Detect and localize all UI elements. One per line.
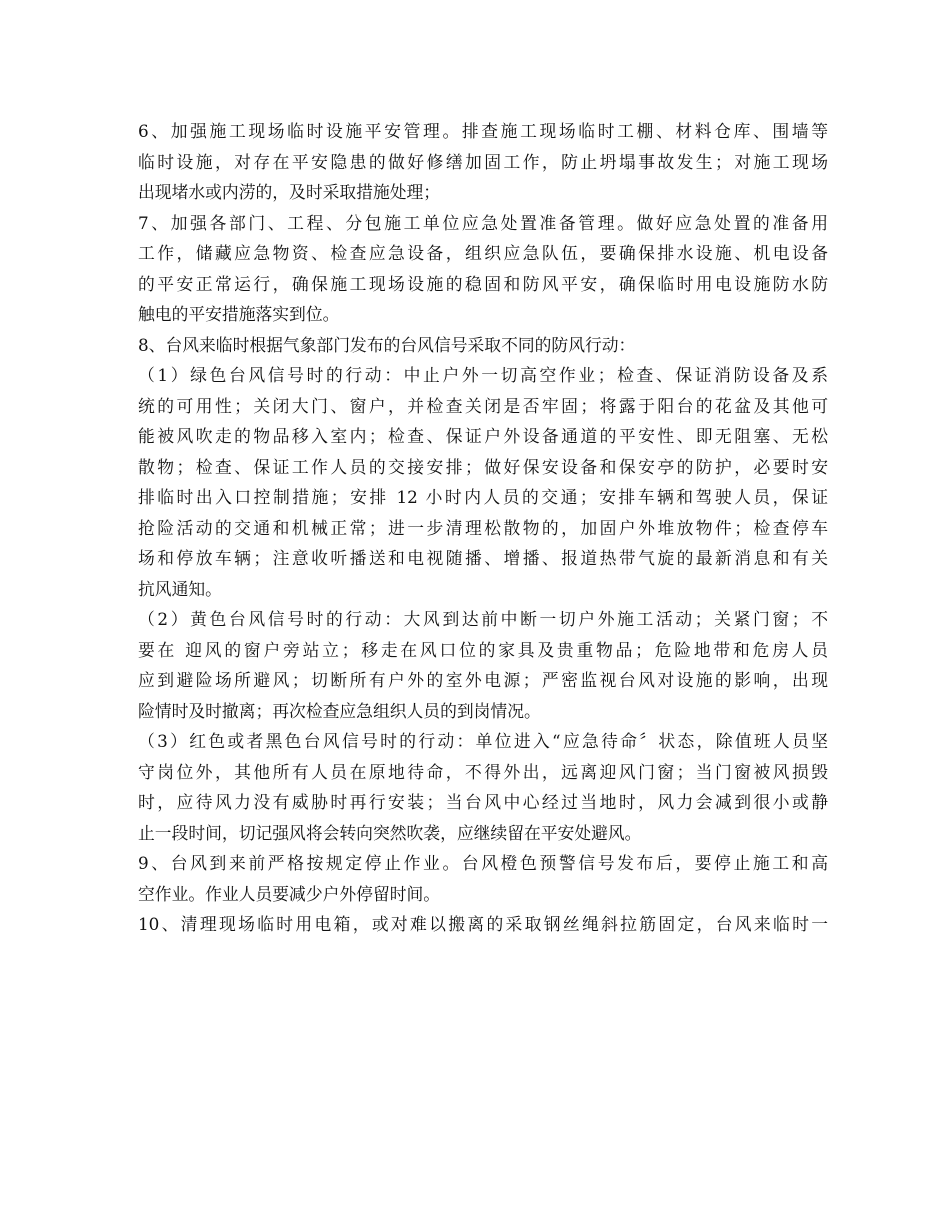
green-signal-line-4: 散物；检查、保证工作人员的交接安排；做好保安设备和保安亭的防护，必要时安 [138, 456, 828, 477]
yellow-signal-line-4: 险情时及时撤离；再次检查应急组织人员的到岗情况。 [138, 700, 541, 721]
paragraph-6-line-1: 6、加强施工现场临时设施平安管理。排查施工现场临时工棚、材料仓库、围墙等 [138, 121, 828, 141]
paragraph-9-line-2: 空作业。作业人员要减少户外停留时间。 [138, 883, 441, 904]
green-signal-line-6: 抢险活动的交通和机械正常；进一步清理松散物的，加固户外堆放物件；检查停车 [138, 517, 828, 538]
green-signal-line-5: 排临时出入口控制措施；安排 12 小时内人员的交通；安排车辆和驾驶人员，保证 [138, 487, 828, 507]
red-signal-line-2: 守岗位外，其他所有人员在原地待命，不得外出，远离迎风门窗；当门窗被风损毁 [138, 761, 828, 782]
green-signal-line-2: 统的可用性；关闭大门、窗户，并检查关闭是否牢固；将露于阳台的花盆及其他可 [138, 395, 828, 416]
paragraph-7-line-1: 7、加强各部门、工程、分包施工单位应急处置准备管理。做好应急处置的准备用 [138, 212, 828, 233]
red-signal-line-4: 止一段时间，切记强风将会转向突然吹袭，应继续留在平安处避风。 [138, 822, 642, 843]
green-signal-line-3: 能被风吹走的物品移入室内；检查、保证户外设备通道的平安性、即无阻塞、无松 [138, 426, 828, 446]
paragraph-7-line-3: 的平安正常运行，确保施工现场设施的稳固和防风平安，确保临时用电设施防水防 [138, 273, 828, 294]
red-signal-line-3: 时，应待风力没有威胁时再行安装；当台风中心经过当地时，风力会减到很小或静 [138, 792, 828, 812]
paragraph-6-line-2: 临时设施，对存在平安隐患的做好修缮加固工作，防止坍塌事故发生；对施工现场 [138, 151, 828, 172]
red-signal-line-1: （3）红色或者黑色台风信号时的行动：单位进入“应急待命〞状态，除值班人员坚 [138, 731, 828, 751]
paragraph-10-line-1: 10、清理现场临时用电箱，或对难以搬离的采取钢丝绳斜拉筋固定，台风来临时一 [138, 914, 828, 934]
yellow-signal-line-2: 要在 迎风的窗户旁站立；移走在风口位的家具及贵重物品；危险地带和危房人员 [138, 639, 828, 660]
yellow-signal-line-1: （2）黄色台风信号时的行动：大风到达前中断一切户外施工活动；关紧门窗；不 [138, 609, 828, 629]
green-signal-line-7: 场和停放车辆；注意收听播送和电视随播、增播、报道热带气旋的最新消息和有关 [138, 548, 828, 568]
green-signal-line-1: （1）绿色台风信号时的行动：中止户外一切高空作业；检查、保证消防设备及系 [138, 365, 828, 385]
paragraph-6-line-3: 出现堵水或内涝的，及时采取措施处理； [138, 182, 441, 202]
yellow-signal-line-3: 应到避险场所避风；切断所有户外的室外电源；严密监视台风对设施的影响，出现 [138, 670, 828, 690]
document-body [138, 116, 828, 940]
paragraph-8-heading: 8、台风来临时根据气象部门发布的台风信号采取不同的防风行动： [138, 334, 636, 355]
green-signal-line-8: 抗风通知。 [138, 578, 222, 599]
paragraph-7-line-2: 工作，储藏应急物资、检查应急设备，组织应急队伍，要确保排水设施、机电设备 [138, 243, 828, 263]
paragraph-9-line-1: 9、台风到来前严格按规定停止作业。台风橙色预警信号发布后，要停止施工和高 [138, 853, 828, 873]
paragraph-7-line-4: 触电的平安措施落实到位。 [138, 304, 340, 324]
